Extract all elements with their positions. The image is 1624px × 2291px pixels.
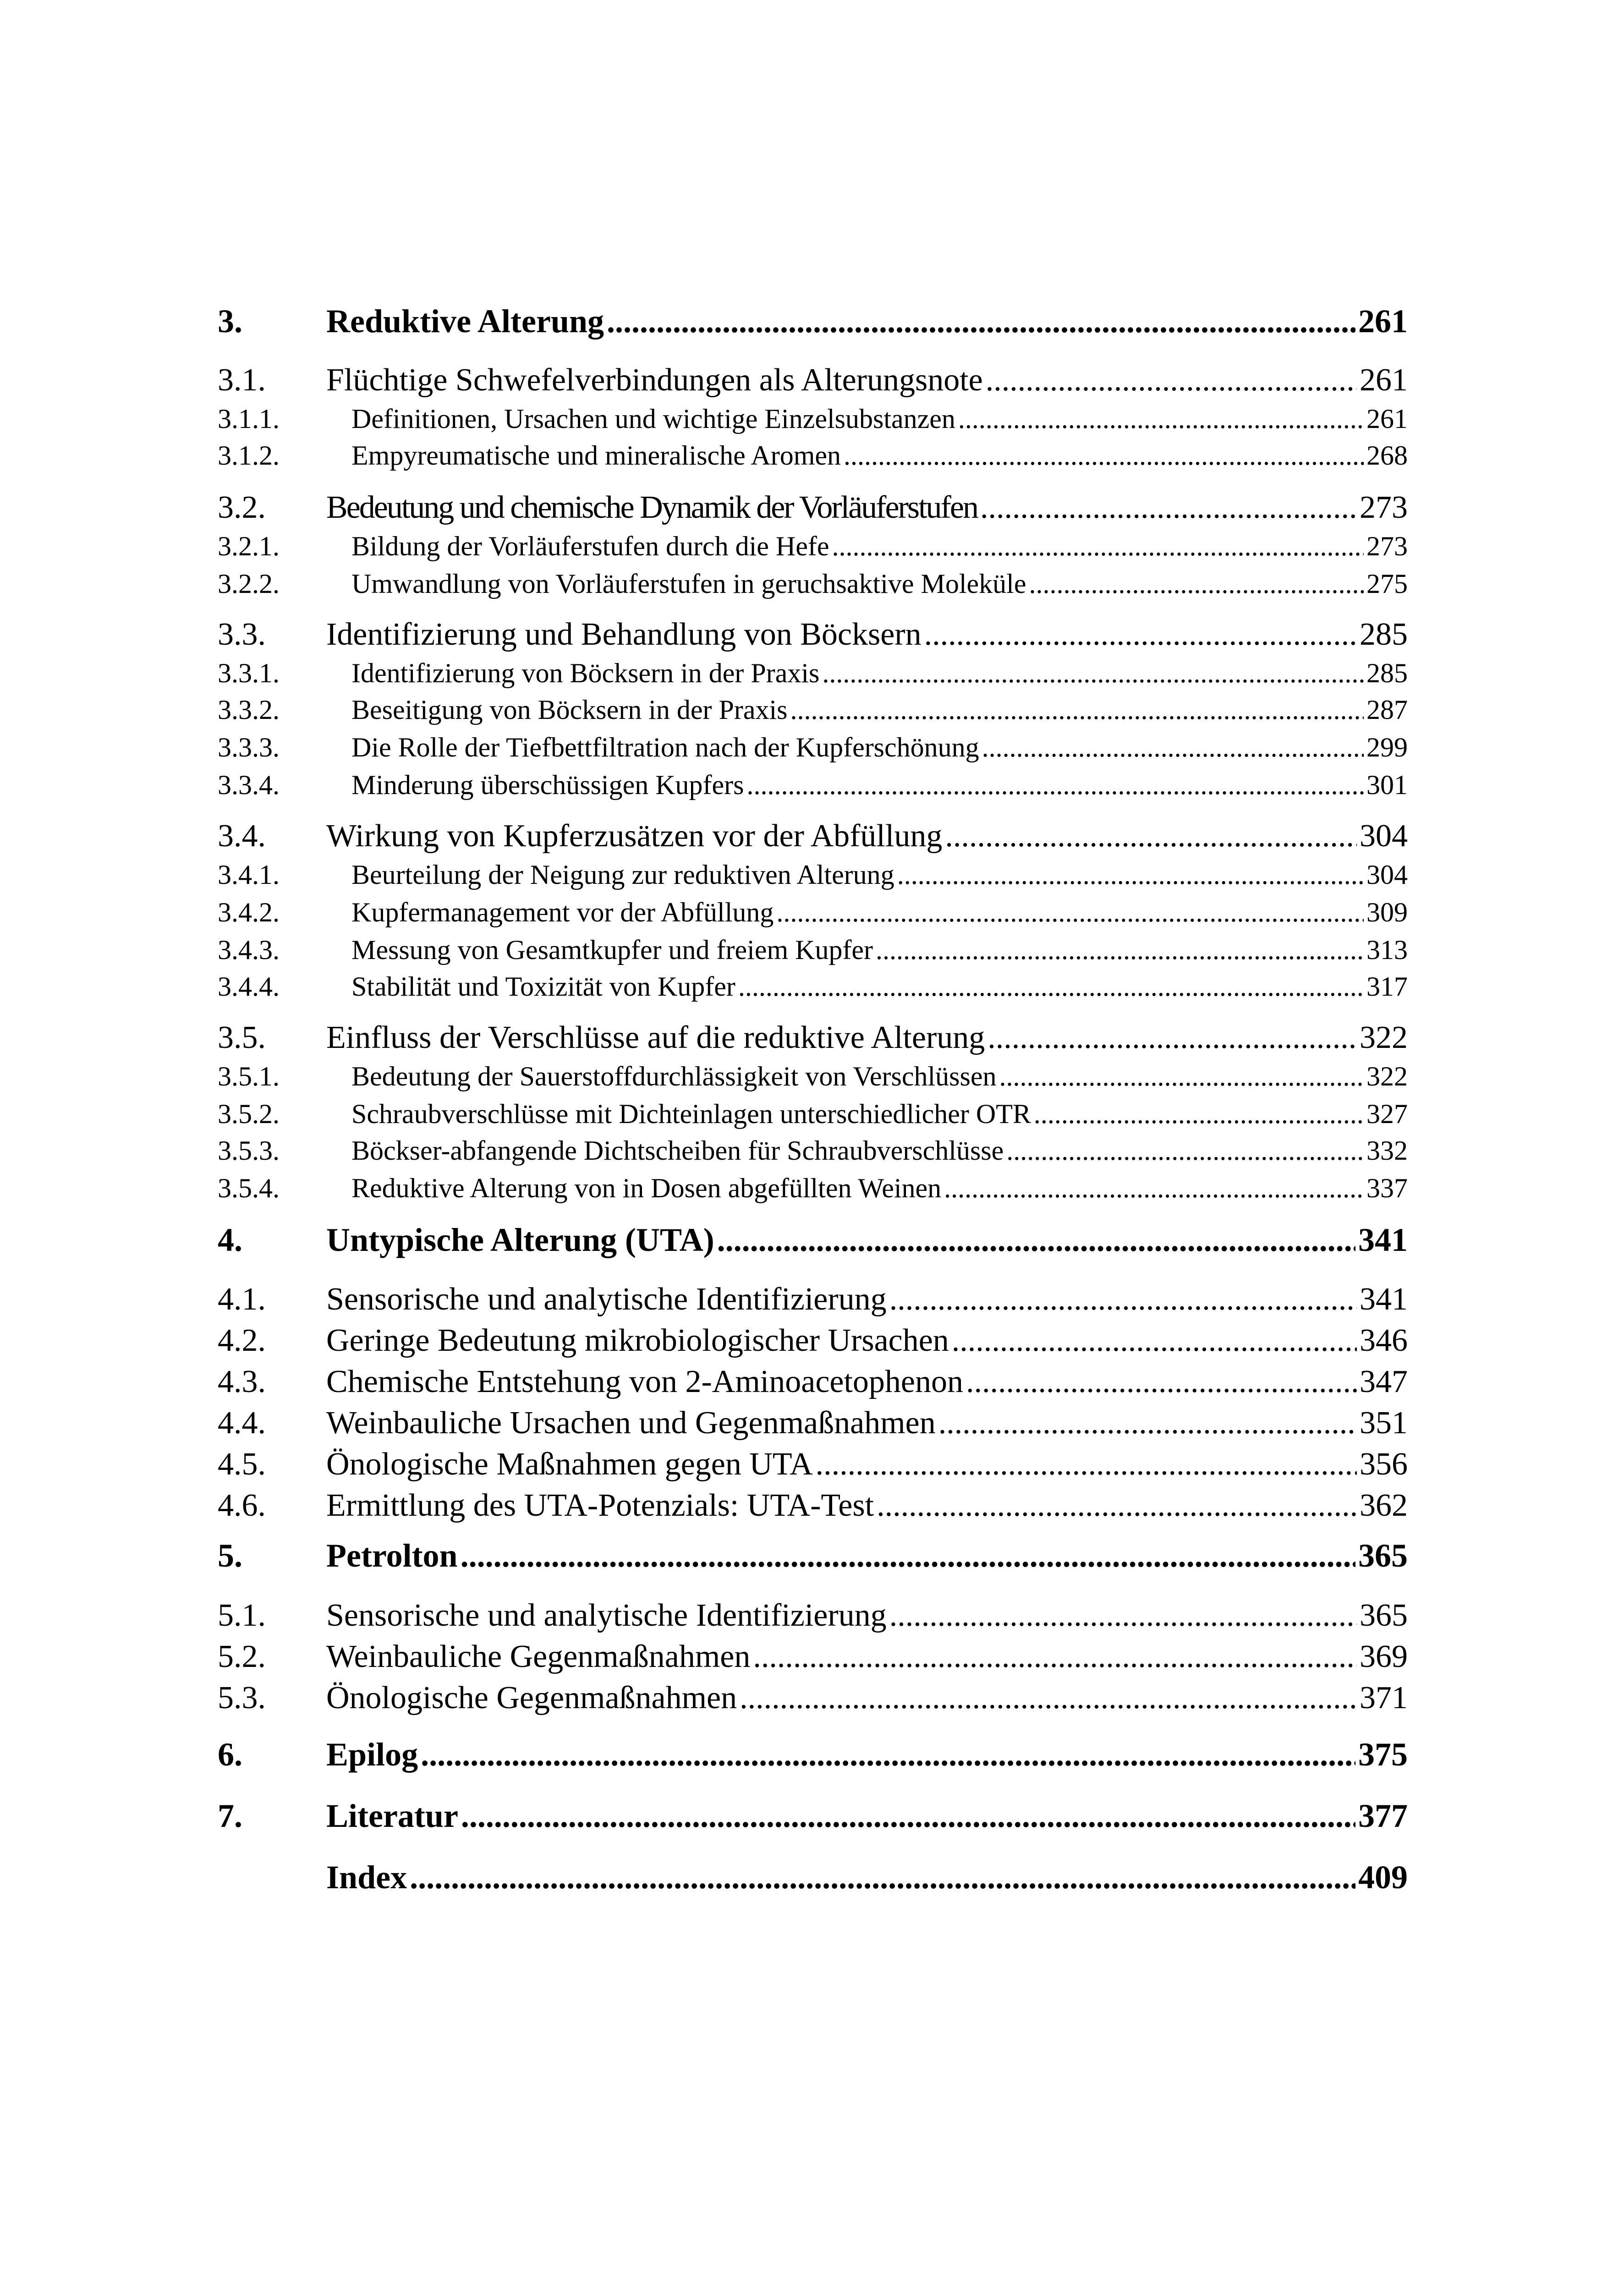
toc-entry[interactable] [218, 1364, 1408, 1403]
section-title: Index [326, 1859, 407, 1896]
dot-leader [1006, 1135, 1364, 1167]
section-title: Beseitigung von Böcksern in der Praxis [351, 695, 788, 725]
section-number: 4.5. [218, 1447, 266, 1482]
dot-leader [958, 403, 1364, 435]
section-number: 7. [218, 1798, 242, 1834]
toc-entry[interactable] [218, 769, 1408, 804]
page-number: 313 [1366, 935, 1408, 965]
page-number: 369 [1360, 1639, 1408, 1674]
toc-entry[interactable] [218, 1281, 1408, 1321]
toc-entry[interactable] [218, 1736, 1408, 1777]
section-number: 3.5. [218, 1020, 266, 1055]
page-number: 337 [1366, 1173, 1408, 1203]
section-title: Beurteilung der Neigung zur reduktiven Alterung [351, 860, 894, 890]
toc-entry[interactable] [218, 568, 1408, 603]
section-title: Sensorische und analytische Identifizierung [326, 1282, 887, 1317]
page-number: 341 [1358, 1222, 1408, 1258]
page-number: 322 [1360, 1020, 1408, 1055]
toc-entry[interactable] [218, 1098, 1408, 1133]
page-number: 375 [1358, 1736, 1408, 1773]
section-number: 4.3. [218, 1364, 266, 1399]
dot-leader [753, 1639, 1357, 1675]
section-number: 3.4.2. [218, 897, 280, 927]
section-title: Petrolton [326, 1537, 458, 1574]
section-title: Bedeutung der Sauerstoffdurchlässigkeit von Verschlüssen [351, 1061, 997, 1091]
page-number: 299 [1366, 732, 1408, 762]
page-number: 365 [1360, 1598, 1408, 1633]
section-title: Chemische Entstehung von 2-Aminoacetophenon [326, 1364, 963, 1399]
toc-entry[interactable] [218, 732, 1408, 767]
page-number: 275 [1366, 569, 1408, 599]
section-number: 3.4.1. [218, 860, 280, 890]
section-number: 3.3.4. [218, 770, 280, 800]
section-number: 3.5.2. [218, 1099, 280, 1129]
section-number: 3.3.3. [218, 732, 280, 762]
section-title: Wirkung von Kupferzusätzen vor der Abfüllung [326, 818, 943, 854]
toc-entry[interactable] [218, 1061, 1408, 1096]
toc-entry[interactable] [218, 616, 1408, 656]
dot-leader [999, 1061, 1364, 1092]
dot-leader [776, 897, 1364, 928]
page-number: 327 [1366, 1099, 1408, 1129]
dot-leader [790, 694, 1364, 726]
section-title: Die Rolle der Tiefbettfiltration nach der Kupferschönung [351, 732, 979, 762]
dot-leader [747, 769, 1364, 801]
toc-entry[interactable] [218, 1487, 1408, 1527]
section-number: 3.2. [218, 490, 266, 525]
section-number: 5.2. [218, 1639, 266, 1674]
toc-entry[interactable] [218, 1173, 1408, 1207]
page-number: 317 [1366, 971, 1408, 1002]
section-title: Reduktive Alterung von in Dosen abgefüllten Weinen [351, 1173, 942, 1203]
page-number: 287 [1366, 695, 1408, 725]
dot-leader [607, 302, 1355, 340]
page-number: 301 [1366, 770, 1408, 800]
toc-entry[interactable] [218, 403, 1408, 438]
dot-leader [889, 1597, 1357, 1634]
section-number: 3.4. [218, 818, 266, 854]
page-number: 409 [1358, 1859, 1408, 1896]
page-number: 351 [1360, 1405, 1408, 1441]
page-number: 362 [1360, 1488, 1408, 1523]
section-number: 4. [218, 1222, 242, 1258]
section-title: Epilog [326, 1736, 418, 1773]
toc-entry[interactable] [218, 1680, 1408, 1719]
dot-leader [461, 1537, 1355, 1575]
dot-leader [944, 1173, 1364, 1204]
section-title: Flüchtige Schwefelverbindungen als Alterungsnote [326, 362, 983, 398]
toc-entry[interactable] [218, 440, 1408, 475]
page-number: 285 [1360, 617, 1408, 652]
section-title: Umwandlung von Vorläuferstufen in geruchsaktive Moleküle [351, 569, 1026, 599]
section-number: 3.5.1. [218, 1061, 280, 1091]
toc-entry[interactable] [218, 1322, 1408, 1362]
section-title: Untypische Alterung (UTA) [326, 1222, 714, 1258]
page-number: 347 [1360, 1364, 1408, 1399]
section-title: Bedeutung und chemische Dynamik der Vorläuferstufen [326, 490, 977, 525]
dot-leader [980, 489, 1357, 526]
toc-entry[interactable] [218, 1639, 1408, 1678]
dot-leader [1029, 568, 1364, 600]
dot-leader [461, 1797, 1355, 1835]
section-number: 3.1. [218, 362, 266, 398]
section-title: Minderung überschüssigen Kupfers [351, 770, 744, 800]
dot-leader [740, 1680, 1357, 1716]
dot-leader [822, 658, 1364, 689]
page-number: 346 [1360, 1323, 1408, 1358]
section-title: Sensorische und analytische Identifizierung [326, 1598, 887, 1633]
section-number: 6. [218, 1736, 242, 1773]
dot-leader [986, 362, 1357, 399]
dot-leader [1034, 1098, 1364, 1130]
toc-entry[interactable] [218, 897, 1408, 932]
section-title: Stabilität und Toxizität von Kupfer [351, 971, 735, 1002]
section-number: 5.3. [218, 1680, 266, 1716]
dot-leader [844, 440, 1364, 471]
dot-leader [816, 1446, 1357, 1483]
section-title: Ermittlung des UTA-Potenzials: UTA-Test [326, 1488, 874, 1523]
section-title: Weinbauliche Ursachen und Gegenmaßnahmen [326, 1405, 936, 1441]
toc-entry[interactable] [218, 1858, 1408, 1900]
dot-leader [877, 1487, 1357, 1524]
page-number: 371 [1360, 1680, 1408, 1716]
dot-leader [876, 934, 1364, 966]
page-number: 304 [1366, 860, 1408, 890]
toc-entry[interactable] [218, 1221, 1408, 1262]
dot-leader [966, 1364, 1357, 1400]
section-title: Geringe Bedeutung mikrobiologischer Ursachen [326, 1323, 949, 1358]
section-number: 4.2. [218, 1323, 266, 1358]
section-title: Literatur [326, 1798, 458, 1834]
toc-entry[interactable] [218, 1537, 1408, 1578]
page-number: 261 [1366, 404, 1408, 434]
toc-entry[interactable] [218, 1446, 1408, 1485]
section-number: 4.6. [218, 1488, 266, 1523]
page-number: 273 [1360, 490, 1408, 525]
toc-entry[interactable] [218, 1405, 1408, 1444]
section-title: Empyreumatische und mineralische Aromen [351, 440, 841, 471]
toc-entry[interactable] [218, 362, 1408, 401]
section-number: 3.5.4. [218, 1173, 280, 1203]
toc-entry[interactable] [218, 934, 1408, 969]
section-number: 4.1. [218, 1282, 266, 1317]
section-title: Weinbauliche Gegenmaßnahmen [326, 1639, 751, 1674]
section-title: Identifizierung von Böcksern in der Praxis [351, 658, 820, 688]
section-number: 5.1. [218, 1598, 266, 1633]
page-number: 285 [1366, 658, 1408, 688]
section-title: Önologische Gegenmaßnahmen [326, 1680, 737, 1716]
page-number: 261 [1358, 303, 1408, 340]
section-number: 3.1.2. [218, 440, 280, 471]
page-number: 356 [1360, 1447, 1408, 1482]
dot-leader [738, 971, 1364, 1003]
section-number: 4.4. [218, 1405, 266, 1441]
dot-leader [717, 1221, 1355, 1259]
dot-leader [945, 818, 1357, 855]
toc-entry[interactable] [218, 859, 1408, 894]
section-title: Messung von Gesamtkupfer und freiem Kupfer [351, 935, 873, 965]
section-title: Kupfermanagement vor der Abfüllung [351, 897, 774, 927]
dot-leader [889, 1281, 1357, 1318]
section-title: Identifizierung und Behandlung von Böcksern [326, 617, 922, 652]
section-number: 3.2.2. [218, 569, 280, 599]
section-number: 5. [218, 1537, 242, 1574]
section-title: Einfluss der Verschlüsse auf die reduktive Alterung [326, 1020, 985, 1055]
section-title: Reduktive Alterung [326, 303, 604, 340]
section-title: Böckser-abfangende Dichtscheiben für Schraubverschlüsse [351, 1135, 1004, 1166]
page-number: 309 [1366, 897, 1408, 927]
section-number: 3.4.4. [218, 971, 280, 1002]
toc-entry[interactable] [218, 818, 1408, 857]
dot-leader [924, 616, 1357, 653]
page-number: 268 [1366, 440, 1408, 471]
dot-leader [982, 732, 1364, 763]
section-number: 3.4.3. [218, 935, 280, 965]
toc-entry[interactable] [218, 1135, 1408, 1170]
page-number: 377 [1358, 1798, 1408, 1834]
dot-leader [952, 1322, 1357, 1359]
toc-entry[interactable] [218, 1597, 1408, 1637]
dot-leader [832, 531, 1364, 562]
toc-entry[interactable] [218, 531, 1408, 565]
section-title: Definitionen, Ursachen und wichtige Einzelsubstanzen [351, 404, 955, 434]
dot-leader [988, 1019, 1357, 1056]
section-number: 3.3.2. [218, 695, 280, 725]
page-number: 261 [1360, 362, 1408, 398]
section-number: 3.5.3. [218, 1135, 280, 1166]
toc-entry[interactable] [218, 489, 1408, 529]
toc-entry[interactable] [218, 694, 1408, 729]
dot-leader [421, 1736, 1355, 1774]
page-number: 304 [1360, 818, 1408, 854]
page-number: 322 [1366, 1061, 1408, 1091]
page-number: 332 [1366, 1135, 1408, 1166]
section-title: Schraubverschlüsse mit Dichteinlagen unterschiedlicher OTR [351, 1099, 1031, 1129]
section-number: 3.1.1. [218, 404, 280, 434]
dot-leader [897, 859, 1364, 891]
toc-entry[interactable] [218, 1019, 1408, 1059]
toc-entry[interactable] [218, 658, 1408, 692]
section-number: 3.3. [218, 617, 266, 652]
toc-entry[interactable] [218, 971, 1408, 1006]
toc-entry[interactable] [218, 302, 1408, 344]
dot-leader [410, 1858, 1355, 1896]
page-number: 365 [1358, 1537, 1408, 1574]
section-title: Bildung der Vorläuferstufen durch die Hefe [351, 531, 829, 561]
section-number: 3. [218, 303, 242, 340]
section-number: 3.2.1. [218, 531, 280, 561]
page-number: 273 [1366, 531, 1408, 561]
page-number: 341 [1360, 1282, 1408, 1317]
section-number: 3.3.1. [218, 658, 280, 688]
dot-leader [938, 1405, 1357, 1441]
section-title: Önologische Maßnahmen gegen UTA [326, 1447, 813, 1482]
toc-entry[interactable] [218, 1797, 1408, 1838]
